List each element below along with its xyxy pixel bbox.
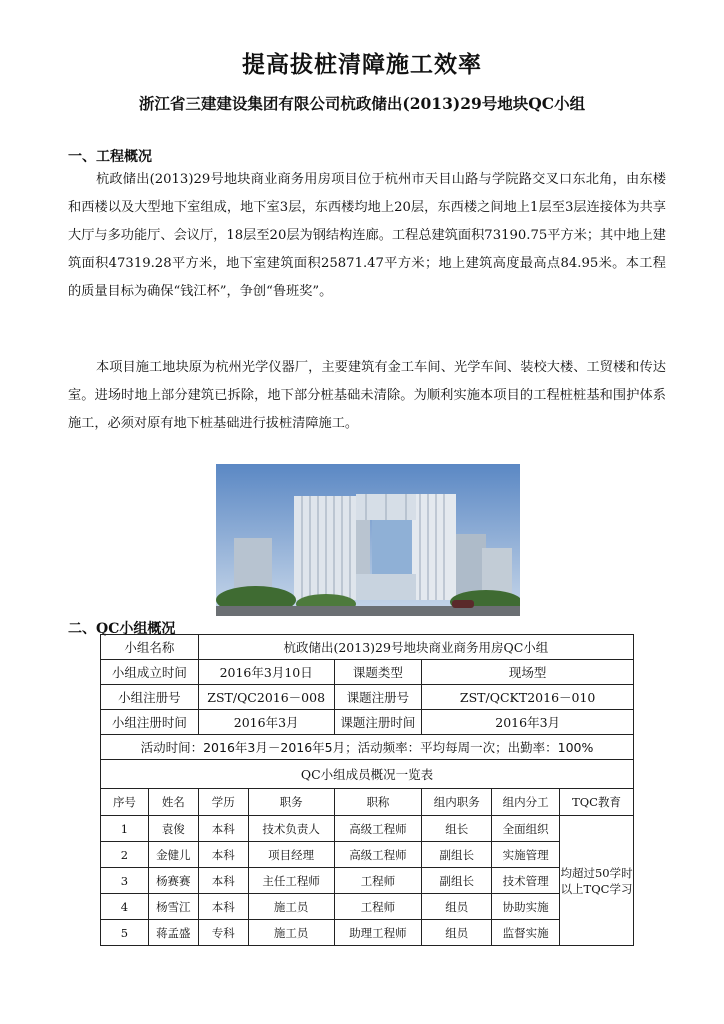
member-cell: 3	[101, 868, 149, 894]
member-cell: 组员	[422, 894, 492, 920]
document-title: 提高拔桩清障施工效率	[242, 52, 482, 78]
member-cell: 工程师	[334, 868, 422, 894]
member-cell: 协助实施	[492, 894, 560, 920]
founded-value: 2016年3月10日	[198, 660, 334, 685]
member-cell: 本科	[198, 842, 248, 868]
tqc-education-note: 均超过50学时以上TQC学习	[560, 816, 634, 946]
topic-reg-no-label: 课题注册号	[334, 685, 422, 710]
member-cell: 施工员	[248, 920, 334, 946]
member-cell: 1	[101, 816, 149, 842]
member-cell: 全面组织	[492, 816, 560, 842]
member-cell: 高级工程师	[334, 842, 422, 868]
col-header: 职称	[334, 789, 422, 816]
member-cell: 副组长	[422, 868, 492, 894]
topic-type-label: 课题类型	[334, 660, 422, 685]
section-heading-overview: 一、工程概况	[68, 149, 152, 165]
overview-paragraph-1: 杭政储出(2013)29号地块商业商务用房项目位于杭州市天目山路与学院路交叉口东北角，由东楼和西楼以及大型地下室组成，地下室3层，东西楼均地上20层，东西楼之间地上1层至3层连接体为共享大厅与多功能厅、会议厅，18层至20层为钢结构连廊。工程总建筑面积73190.75平方米；其中地上建筑面积47319.28平方米，地下室建筑面积25871.47平方米；地上建筑高度最高点84.95米。本工程的质量目标为确保“钱江杯”，争创“鲁班奖”。	[68, 172, 666, 299]
member-cell: 本科	[198, 868, 248, 894]
member-cell: 项目经理	[248, 842, 334, 868]
member-row	[101, 868, 634, 894]
member-cell: 实施管理	[492, 842, 560, 868]
member-cell: 主任工程师	[248, 868, 334, 894]
group-reg-no-label: 小组注册号	[101, 685, 199, 710]
group-reg-no-value: ZST/QC2016－008	[198, 685, 334, 710]
member-cell: 蒋孟盛	[148, 920, 198, 946]
member-cell: 高级工程师	[334, 816, 422, 842]
group-reg-time-value: 2016年3月	[198, 710, 334, 735]
member-cell: 5	[101, 920, 149, 946]
members-table-title: QC小组成员概况一览表	[101, 760, 634, 789]
group-name-value: 杭政储出(2013)29号地块商业商务用房QC小组	[198, 635, 633, 660]
member-cell: 杨赛赛	[148, 868, 198, 894]
member-cell: 施工员	[248, 894, 334, 920]
member-row	[101, 894, 634, 920]
member-cell: 技术负责人	[248, 816, 334, 842]
member-cell: 本科	[198, 894, 248, 920]
member-cell: 2	[101, 842, 149, 868]
building-photo	[216, 464, 520, 616]
topic-reg-no-value: ZST/QCKT2016－010	[422, 685, 634, 710]
member-cell: 监督实施	[492, 920, 560, 946]
col-header: 组内职务	[422, 789, 492, 816]
member-cell: 助理工程师	[334, 920, 422, 946]
building-illustration	[216, 464, 520, 616]
group-name-label: 小组名称	[101, 635, 199, 660]
section-heading-qc-group: 二、QC小组概况	[68, 621, 176, 637]
col-header: 学历	[198, 789, 248, 816]
col-header: 组内分工	[492, 789, 560, 816]
member-cell: 技术管理	[492, 868, 560, 894]
document-subtitle: 浙江省三建建设集团有限公司杭政储出(2013)29号地块QC小组	[138, 94, 586, 113]
member-row	[101, 920, 634, 946]
col-header: 序号	[101, 789, 149, 816]
qc-group-table	[100, 634, 634, 946]
member-cell: 本科	[198, 816, 248, 842]
topic-type-value: 现场型	[422, 660, 634, 685]
member-cell: 组员	[422, 920, 492, 946]
activity-summary: 活动时间：2016年3月－2016年5月；活动频率：平均每周一次；出勤率：100%	[101, 735, 634, 760]
member-row	[101, 842, 634, 868]
member-cell: 袁俊	[148, 816, 198, 842]
member-cell: 金健儿	[148, 842, 198, 868]
member-cell: 杨雪江	[148, 894, 198, 920]
member-cell: 专科	[198, 920, 248, 946]
topic-reg-time-value: 2016年3月	[422, 710, 634, 735]
topic-reg-time-label: 课题注册时间	[334, 710, 422, 735]
member-cell: 工程师	[334, 894, 422, 920]
member-cell: 副组长	[422, 842, 492, 868]
member-row	[101, 816, 634, 842]
col-header: TQC教育	[560, 789, 634, 816]
overview-paragraph-2: 本项目施工地块原为杭州光学仪器厂，主要建筑有金工车间、光学车间、装校大楼、工贸楼和传达室。进场时地上部分建筑已拆除，地下部分桩基础未清除。为顺利实施本项目的工程桩桩基和围护体系施工，必须对原有地下桩基础进行拔桩清障施工。	[68, 360, 666, 431]
col-header: 姓名	[148, 789, 198, 816]
member-cell: 组长	[422, 816, 492, 842]
col-header: 职务	[248, 789, 334, 816]
founded-label: 小组成立时间	[101, 660, 199, 685]
group-reg-time-label: 小组注册时间	[101, 710, 199, 735]
member-cell: 4	[101, 894, 149, 920]
